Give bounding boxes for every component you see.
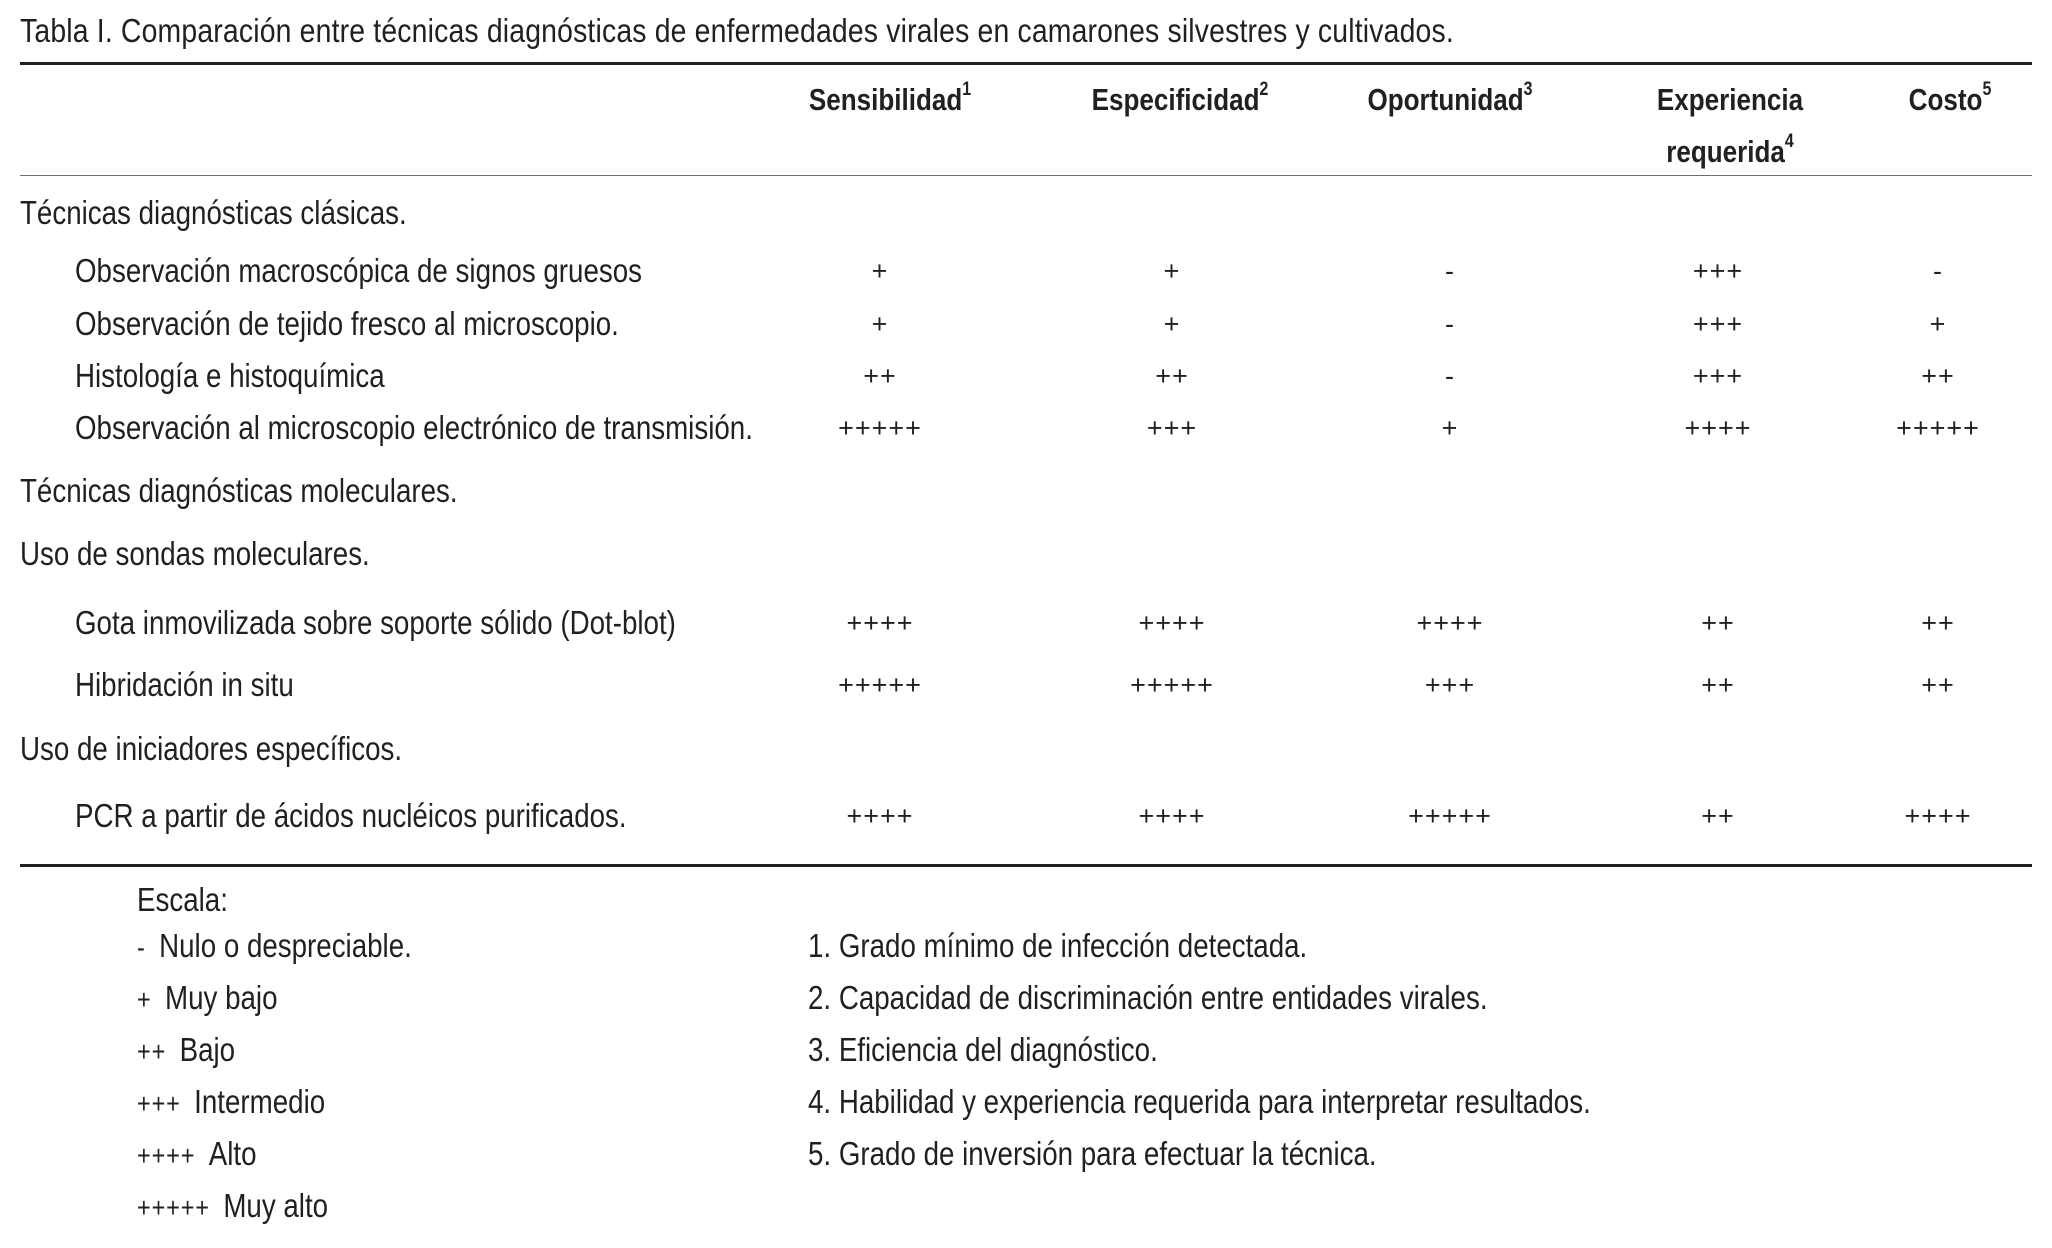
table-cell: +++++ [838, 670, 922, 700]
column-header-footnote-mark: 4 [1784, 130, 1794, 152]
footnote-item: 5. Grado de inversión para efectuar la técnica. [808, 1135, 1377, 1172]
table-cell: + [871, 309, 889, 339]
table-cell: ++++ [1416, 608, 1484, 638]
table-cell: ++ [1921, 670, 1955, 700]
table-cell: +++++ [838, 413, 922, 443]
legend-text: Intermedio [194, 1083, 326, 1120]
table-cell: - [1445, 361, 1455, 391]
table-cell: - [1933, 256, 1943, 286]
table-cell: + [1929, 309, 1947, 339]
column-header-label: Especificidad [1091, 82, 1260, 117]
table-cell: +++ [1692, 361, 1744, 391]
group-label: Uso de iniciadores específicos. [20, 730, 403, 767]
table-cell: ++++ [846, 801, 914, 831]
table-cell: ++ [1701, 801, 1735, 831]
table-cell: +++++ [1408, 801, 1492, 831]
table-group-row [0, 188, 2052, 238]
table-row [0, 351, 2052, 401]
table-row [0, 403, 2052, 453]
column-header-label-line2: requerida [1666, 134, 1785, 169]
column-header-especificidad [1079, 74, 1281, 126]
column-header-footnote-mark: 3 [1523, 78, 1533, 100]
column-header-footnote-mark: 2 [1259, 78, 1269, 100]
table-caption: Tabla I. Comparación entre técnicas diagnósticas de enfermedades virales en camarones silvestres y cultivados. [20, 12, 1454, 49]
legend-text: Bajo [179, 1031, 236, 1068]
legend-text: Nulo o despreciable. [159, 927, 412, 964]
column-header-oportunidad [1358, 74, 1543, 126]
table-cell: ++ [1701, 608, 1735, 638]
table-cell: ++ [863, 361, 897, 391]
legend-symbol: ++++ [137, 1140, 196, 1171]
legend-item [137, 926, 412, 968]
table-group-row [0, 529, 2052, 579]
legend-symbol: - [137, 932, 146, 963]
footnote-item: 4. Habilidad y experiencia requerida para interpretar resultados. [808, 1083, 1591, 1120]
column-header-footnote-mark: 1 [962, 78, 972, 100]
technique-label: Observación al microscopio electrónico de transmisión. [75, 409, 753, 446]
table-top-rule [20, 62, 2032, 65]
table-cell: ++ [1921, 361, 1955, 391]
table-cell: ++++ [1138, 801, 1206, 831]
table-group-row [0, 724, 2052, 774]
technique-label: Gota inmovilizada sobre soporte sólido (Dot-blot) [75, 604, 676, 641]
legend-symbol: + [137, 984, 152, 1015]
legend-item [137, 978, 278, 1020]
legend-item [137, 1030, 235, 1072]
legend-symbol: +++ [137, 1088, 181, 1119]
legend-item [137, 1186, 328, 1228]
table-cell: - [1445, 256, 1455, 286]
table-cell: +++ [1692, 256, 1744, 286]
group-label: Uso de sondas moleculares. [20, 535, 370, 572]
group-label: Técnicas diagnósticas clásicas. [20, 194, 407, 231]
table-cell: ++++ [1904, 801, 1972, 831]
column-header-label: Sensibilidad [808, 82, 963, 117]
legend-title: Escala: [137, 881, 228, 918]
table-cell: ++ [1155, 361, 1189, 391]
column-header-sensibilidad [798, 74, 983, 126]
table-row [0, 246, 2052, 296]
legend-text: Muy bajo [165, 979, 278, 1016]
table-cell: + [1163, 309, 1181, 339]
table-cell: +++ [1692, 309, 1744, 339]
column-header-costo [1891, 74, 2009, 126]
column-header-footnote-mark: 5 [1982, 78, 1992, 100]
table-cell: + [1441, 413, 1459, 443]
legend-text: Alto [208, 1135, 257, 1172]
table-cell: + [871, 256, 889, 286]
table-row [0, 299, 2052, 349]
table-cell: - [1445, 309, 1455, 339]
table-cell: ++ [1921, 608, 1955, 638]
legend-item [137, 1134, 257, 1176]
table-cell: + [1163, 256, 1181, 286]
technique-label: Observación macroscópica de signos gruesos [75, 252, 643, 289]
group-label: Técnicas diagnósticas moleculares. [20, 472, 458, 509]
table-cell: +++++ [1130, 670, 1214, 700]
footnote-item: 2. Capacidad de discriminación entre entidades virales. [808, 979, 1488, 1016]
column-header-label-line1: Experiencia [1656, 82, 1804, 117]
technique-label: Histología e histoquímica [75, 357, 385, 394]
technique-label: PCR a partir de ácidos nucléicos purificados. [75, 797, 627, 834]
footnote-item: 3. Eficiencia del diagnóstico. [808, 1031, 1158, 1068]
column-header-label: Costo [1908, 82, 1983, 117]
table-cell: +++ [1146, 413, 1198, 443]
footnote-item: 1. Grado mínimo de infección detectada. [808, 927, 1308, 964]
column-header-experiencia-requerida [1638, 74, 1823, 178]
table-cell: ++ [1701, 670, 1735, 700]
table-header-rule [20, 175, 2032, 176]
table-bottom-rule [20, 864, 2032, 867]
legend-symbol: ++ [137, 1036, 167, 1067]
table-cell: ++++ [1684, 413, 1752, 443]
column-header-label: Oportunidad [1367, 82, 1524, 117]
table-group-row [0, 466, 2052, 516]
table-cell: +++++ [1896, 413, 1980, 443]
technique-label: Hibridación in situ [75, 666, 294, 703]
table-row [0, 660, 2052, 710]
technique-label: Observación de tejido fresco al microscopio. [75, 305, 619, 342]
table-row [0, 598, 2052, 648]
table-cell: ++++ [1138, 608, 1206, 638]
table-cell: +++ [1424, 670, 1476, 700]
table-row [0, 791, 2052, 841]
table-cell: ++++ [846, 608, 914, 638]
legend-text: Muy alto [223, 1187, 329, 1224]
legend-symbol: +++++ [137, 1192, 210, 1223]
legend-item [137, 1082, 325, 1124]
